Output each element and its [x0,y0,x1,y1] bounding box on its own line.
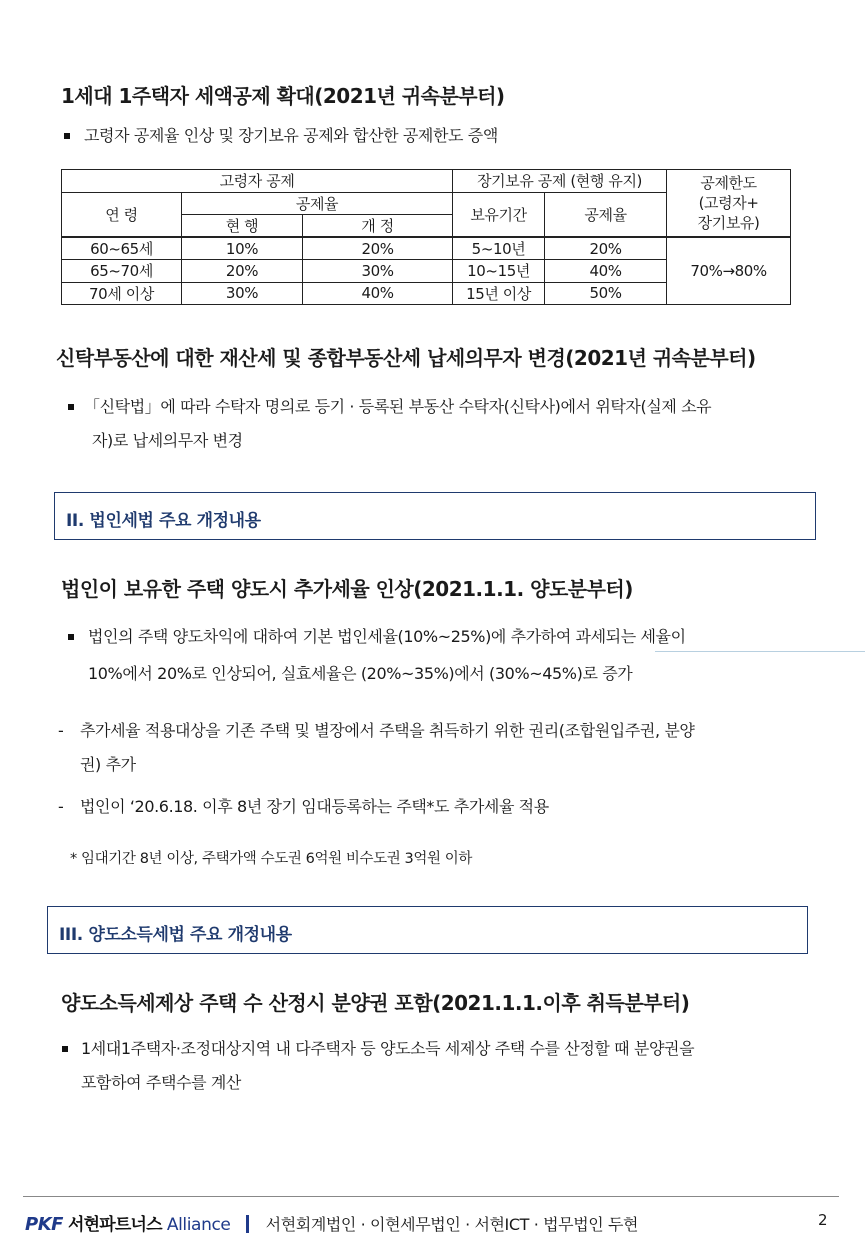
table-header-revised: 개 정 [303,215,453,238]
table-cell-revised: 20% [303,237,453,260]
table-cell-period: 10~15년 [453,260,545,283]
table-cell-lt-rate: 50% [545,282,667,305]
bullet-text: 법인의 주택 양도차익에 대하여 기본 법인세율(10%~25%)에 추가하여 과세되는 세율이 [88,627,686,646]
dash-text: 추가세율 적용대상을 기존 주택 및 별장에서 주택을 취득하기 위한 권리(조합원입주권, 분양 [80,721,695,740]
table-cell-age: 70세 이상 [62,282,182,305]
section-box-title: II. 법인세법 주요 개정내용 [66,511,261,531]
divider [655,651,865,652]
bullet-text: 「신탁법」에 따라 수탁자 명의로 등기 · 등록된 부동산 수탁자(신탁사)에서 위탁자(실제 소유 [84,397,712,416]
section-heading-trust-property: 신탁부동산에 대한 재산세 및 종합부동산세 납세의무자 변경(2021년 귀속분부터) [56,346,756,370]
logo-separator [246,1215,249,1233]
table-cell-limit: 70%→80% [667,237,791,305]
bullet-text-continued: 자)로 납세의무자 변경 [92,431,243,450]
table-header-limit [667,170,791,238]
table-cell-age: 60~65세 [62,237,182,260]
table-header-elderly: 고령자 공제 [62,170,453,193]
table-header-limit-line: 공제한도 [700,174,757,192]
deduction-table [61,169,791,305]
section-box-corporate-tax [54,492,816,540]
table-cell-revised: 40% [303,282,453,305]
table-header-longterm: 장기보유 공제 (현행 유지) [453,170,667,193]
dash-text-continued: 권) 추가 [80,755,136,774]
table-cell-current: 20% [182,260,303,283]
page-number: 2 [818,1211,828,1229]
table-cell-lt-rate: 40% [545,260,667,283]
bullet-marker [64,133,70,139]
table-header-lt-rate: 공제율 [545,192,667,237]
section-heading-corporate-housing: 법인이 보유한 주택 양도시 추가세율 인상(2021.1.1. 양도분부터) [61,577,633,601]
section-heading-presale-rights: 양도소득세제상 주택 수 산정시 분양권 포함(2021.1.1.이후 취득분부터) [61,991,690,1015]
bullet-text-continued: 10%에서 20%로 인상되어, 실효세율은 (20%~35%)에서 (30%~45%)로 증가 [88,664,633,683]
section-heading-household-deduction: 1세대 1주택자 세액공제 확대(2021년 귀속분부터) [61,84,505,108]
table-cell-current: 10% [182,237,303,260]
logo-pkf: PKF [25,1214,63,1235]
dash-marker: - [58,721,64,740]
bullet-text: 1세대1주택자·조정대상지역 내 다주택자 등 양도소득 세제상 주택 수를 산정할 때 분양권을 [81,1039,695,1058]
table-cell-lt-rate: 20% [545,237,667,260]
footer-firms: 서현회계법인 · 이현세무법인 · 서현ICT · 법무법인 두현 [265,1215,639,1234]
section-box-capital-gains-tax [47,906,808,954]
logo-name: 서현파트너스 [68,1215,162,1235]
table-cell-revised: 30% [303,260,453,283]
dash-text: 법인이 ‘20.6.18. 이후 8년 장기 임대등록하는 주택*도 추가세율 적용 [80,797,549,816]
table-header-limit-line: 장기보유) [697,214,760,232]
table-row [62,237,791,260]
table-cell-age: 65~70세 [62,260,182,283]
table-header-rate: 공제율 [182,192,453,215]
table-cell-current: 30% [182,282,303,305]
footer-divider [23,1196,839,1197]
bullet-text: 고령자 공제율 인상 및 장기보유 공제와 합산한 공제한도 증액 [84,126,498,145]
table-cell-period: 15년 이상 [453,282,545,305]
bullet-marker [68,634,74,640]
footnote: * 임대기간 8년 이상, 주택가액 수도권 6억원 비수도권 3억원 이하 [70,851,472,867]
bullet-text-continued: 포함하여 주택수를 계산 [81,1073,241,1092]
logo-alliance: Alliance [166,1215,231,1235]
table-header-period: 보유기간 [453,192,545,237]
table-header-age: 연 령 [62,192,182,237]
table-header-limit-line: (고령자+ [698,194,759,212]
bullet-marker [68,404,74,410]
bullet-marker [62,1046,68,1052]
dash-marker: - [58,797,64,816]
table-header-current: 현 행 [182,215,303,238]
footer-logo [25,1210,638,1235]
section-box-title: III. 양도소득세법 주요 개정내용 [59,925,292,945]
table-cell-period: 5~10년 [453,237,545,260]
